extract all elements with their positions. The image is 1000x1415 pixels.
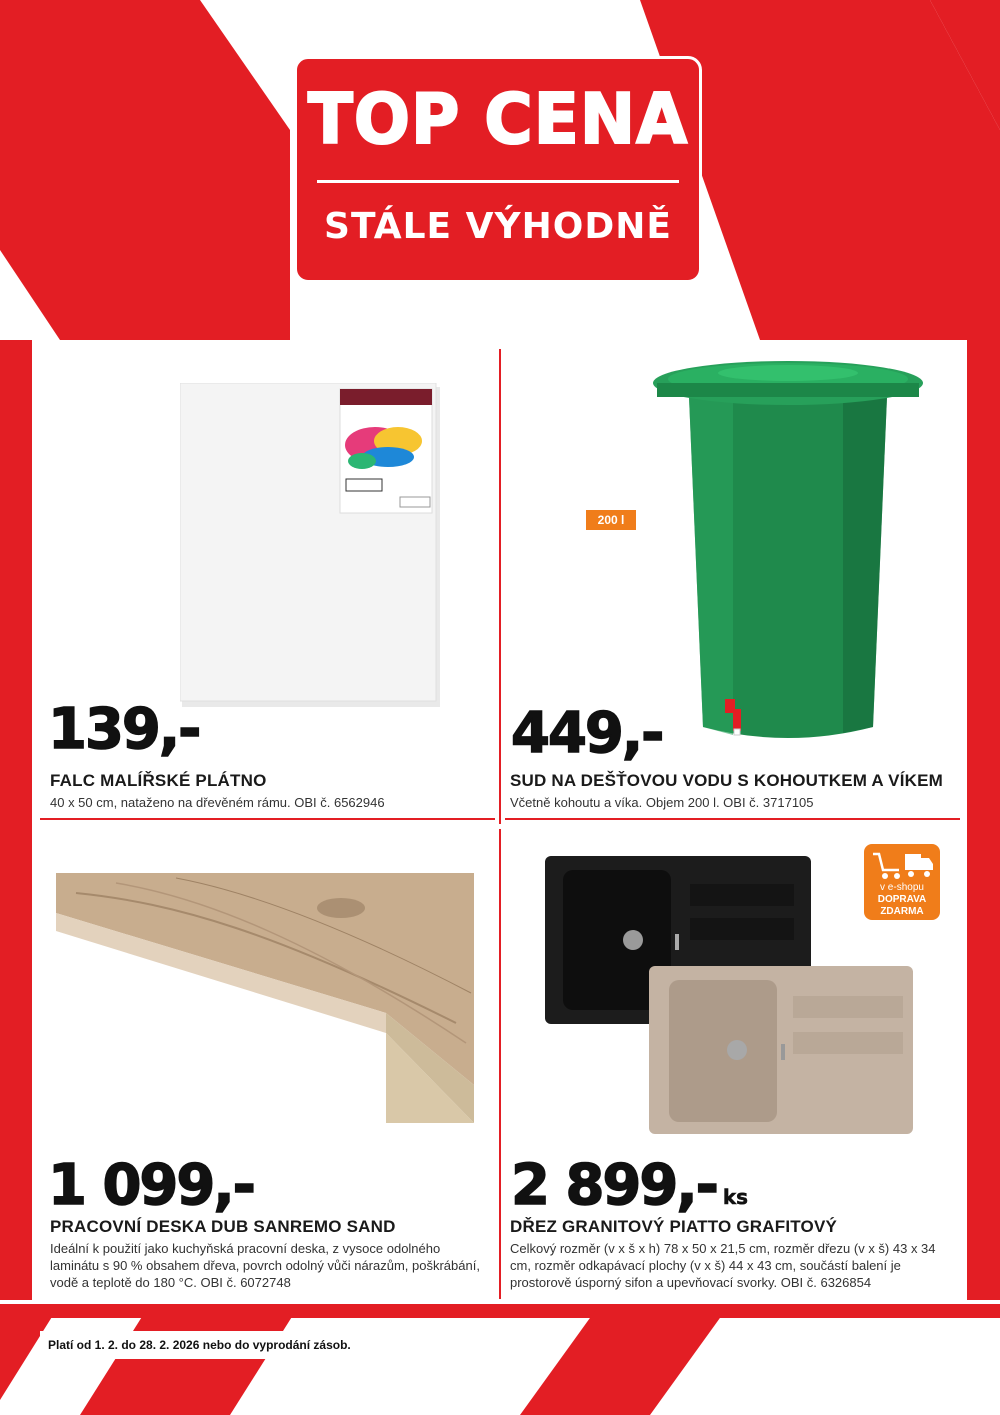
product-title: PRACOVNÍ DESKA DUB SANREMO SAND <box>50 1217 396 1236</box>
sink-image <box>545 856 915 1136</box>
banner-subtitle: STÁLE VÝHODNĚ <box>324 206 672 247</box>
price: 1 099,- <box>48 1153 254 1218</box>
product-title: DŘEZ GRANITOVÝ PIATTO GRAFITOVÝ <box>510 1217 838 1236</box>
price <box>511 1153 748 1218</box>
price: 449,- <box>511 701 663 766</box>
product-grid <box>32 341 967 1304</box>
banner-title: TOP CENA <box>307 79 689 160</box>
product-card-canvas[interactable] <box>32 341 499 818</box>
product-description: Včetně kohoutu a víka. Objem 200 l. OBI č. 3717105 <box>510 795 814 810</box>
volume-badge: 200 l <box>586 510 636 530</box>
rain-barrel-image <box>653 357 923 749</box>
canvas-image <box>180 383 442 709</box>
product-card-rain-barrel[interactable] <box>501 341 967 818</box>
top-cena-banner <box>294 56 702 283</box>
delivery-truck-icon <box>869 848 935 882</box>
validity-note: Platí od 1. 2. do 28. 2. 2026 nebo do vyprodání zásob. <box>40 1331 359 1359</box>
delivery-label: DOPRAVA <box>877 894 927 905</box>
price-unit: ks <box>722 1185 749 1209</box>
product-card-worktop[interactable] <box>32 820 499 1304</box>
price-value: 2 899,- <box>511 1153 717 1218</box>
product-title: FALC MALÍŘSKÉ PLÁTNO <box>50 771 267 790</box>
price: 139,- <box>48 697 200 762</box>
eshop-label: v e-shopu <box>880 882 924 893</box>
free-label: ZDARMA <box>880 906 924 917</box>
free-delivery-badge <box>864 844 940 920</box>
product-title: SUD NA DEŠŤOVOU VODU S KOHOUTKEM A VÍKEM <box>510 771 944 790</box>
product-description: Ideální k použití jako kuchyňská pracovní deska, z vysoce odolného laminátu s 90 % obsahem dřeva, povrch odolný vůči nárazům, poškrábání, vodě a teplotě do 180 °C. OBI č. 6072748 <box>50 1241 480 1290</box>
worktop-image <box>56 873 476 1123</box>
product-card-sink[interactable] <box>501 820 967 1304</box>
product-description: 40 x 50 cm, nataženo na dřevěném rámu. OBI č. 6562946 <box>50 795 385 810</box>
banner-divider <box>317 180 679 183</box>
product-description: Celkový rozměr (v x š x h) 78 x 50 x 21,5 cm, rozměr dřezu (v x š) 43 x 34 cm, rozměr odkapávací plochy (v x š) 44 x 43 cm, součástí balení je prostorově úsporný sifon a upevňovací svorky. OBI č. 6326854 <box>510 1241 936 1290</box>
